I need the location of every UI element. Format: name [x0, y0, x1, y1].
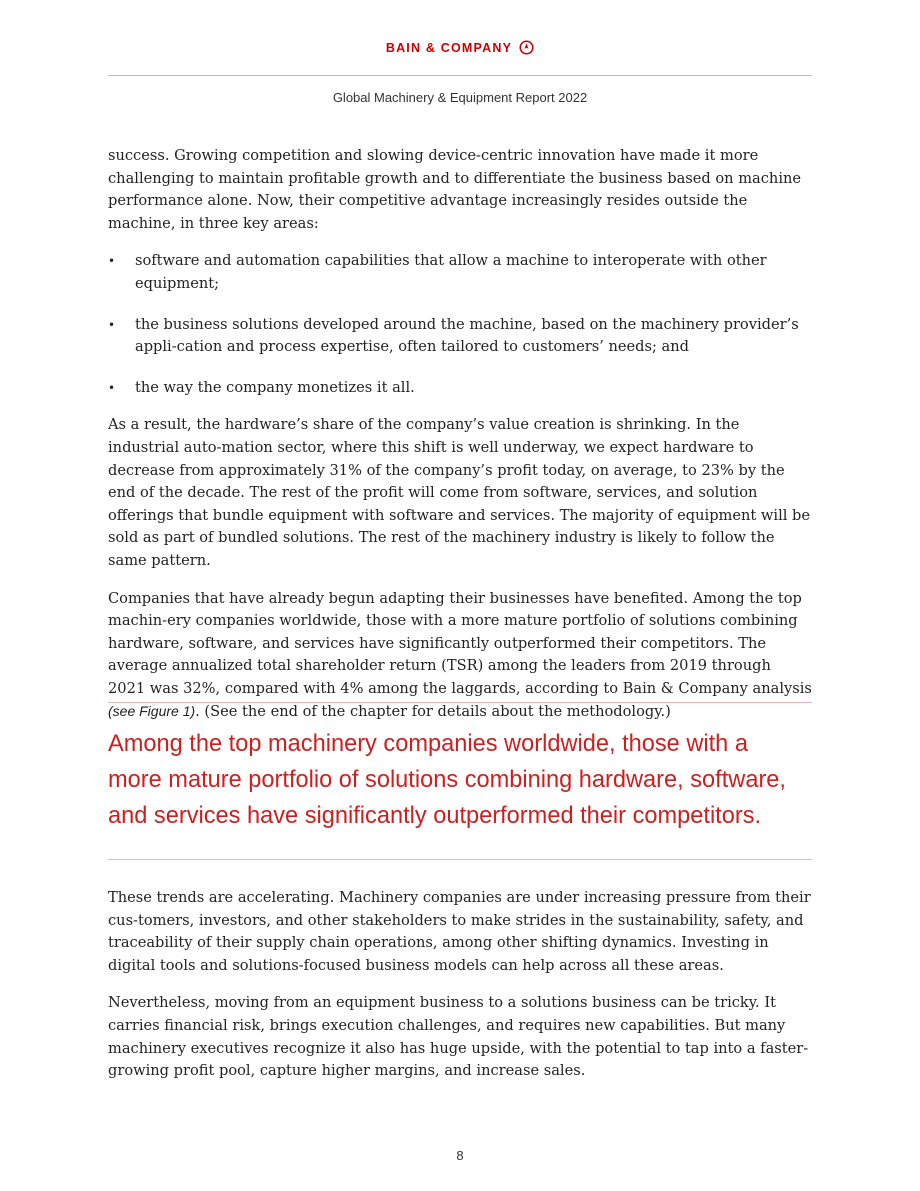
- paragraph-nevertheless: Nevertheless, moving from an equipment business to a solutions business can be tricky. It carries financial risk, brings execution challenges, and requires new capabilities. But many machinery executives recognize it also has huge upside, with the potential to tap into a faster-growing profit pool, capture higher margins, and increase sales.: [108, 994, 809, 1080]
- paragraph-trends: These trends are accelerating. Machinery companies are under increasing pressure from their cus-tomers, investors, and other stakeholders to make strides in the sustainability, safety, and traceability of their supply chain operations, among other shifting dynamics. Investing in digital tools and solutions-focused business models can help across all these areas.: [108, 889, 811, 974]
- list-item-text: the business solutions developed around the machine, based on the machinery provider’s appli-cation and process expertise, often tailored to customers’ needs; and: [135, 315, 799, 356]
- pull-quote: Among the top machinery companies worldwide, those with a more mature portfolio of solutions combining hardware, software, and services have significantly outperformed their competitors.: [108, 731, 786, 829]
- brand-name: BAIN & COMPANY: [385, 40, 513, 55]
- list-item-text: the way the company monetizes it all.: [135, 378, 415, 396]
- figure-reference: (see Figure 1): [108, 703, 196, 720]
- list-item: [108, 314, 812, 359]
- body-text-lower: [108, 887, 812, 1098]
- pull-quote-bottom-divider: [108, 859, 812, 860]
- paragraph-companies-benefited: [108, 588, 812, 725]
- body-text-upper: [108, 145, 812, 724]
- bullet-marker: •: [108, 380, 116, 395]
- list-item: [108, 250, 812, 295]
- list-item: [108, 377, 812, 400]
- page-number: 8: [456, 1148, 464, 1163]
- compass-circle-icon: [519, 40, 534, 55]
- paragraph-hardware-share: As a result, the hardware’s share of the company’s value creation is shrinking. In the industrial auto-mation sector, where this shift is well underway, we expect hardware to decrease from approximately 31% of the company’s profit today, on average, to 23% by the end of the decade. The rest of the profit will come from software, services, and solution offerings that bundle equipment with software and services. The majority of equipment will be sold as part of bundled solutions. The rest of the machinery industry is likely to follow the same pattern.: [108, 416, 811, 569]
- header-divider: [108, 75, 812, 76]
- key-areas-list: [108, 250, 812, 399]
- list-item-text: software and automation capabilities that allow a machine to interoperate with other equipment;: [135, 252, 767, 292]
- bullet-marker: •: [108, 254, 116, 269]
- bullet-marker: •: [108, 317, 116, 332]
- paragraph-text: Companies that have already begun adapting their businesses have benefited. Among the top machin-ery companies worldwide, those with a more mature portfolio of solutions combining hardware, software, and services have significantly outperformed their competitors. The average annualized total shareholder return (TSR) among the leaders from 2019 through 2021 was 32%, compared with 4% among the laggards, according to Bain & Company analysis: [108, 589, 812, 697]
- report-title: Global Machinery & Equipment Report 2022: [332, 90, 588, 105]
- paragraph-intro: success. Growing competition and slowing device-centric innovation have made it more challenging to maintain profitable growth and to differentiate the business based on machine performance alone. Now, their competitive advantage increasingly resides outside the machine, in three key areas:: [108, 147, 802, 232]
- paragraph-text: . (See the end of the chapter for details about the methodology.): [195, 703, 671, 721]
- pull-quote-top-divider: [108, 702, 812, 703]
- brand-header: [0, 40, 920, 55]
